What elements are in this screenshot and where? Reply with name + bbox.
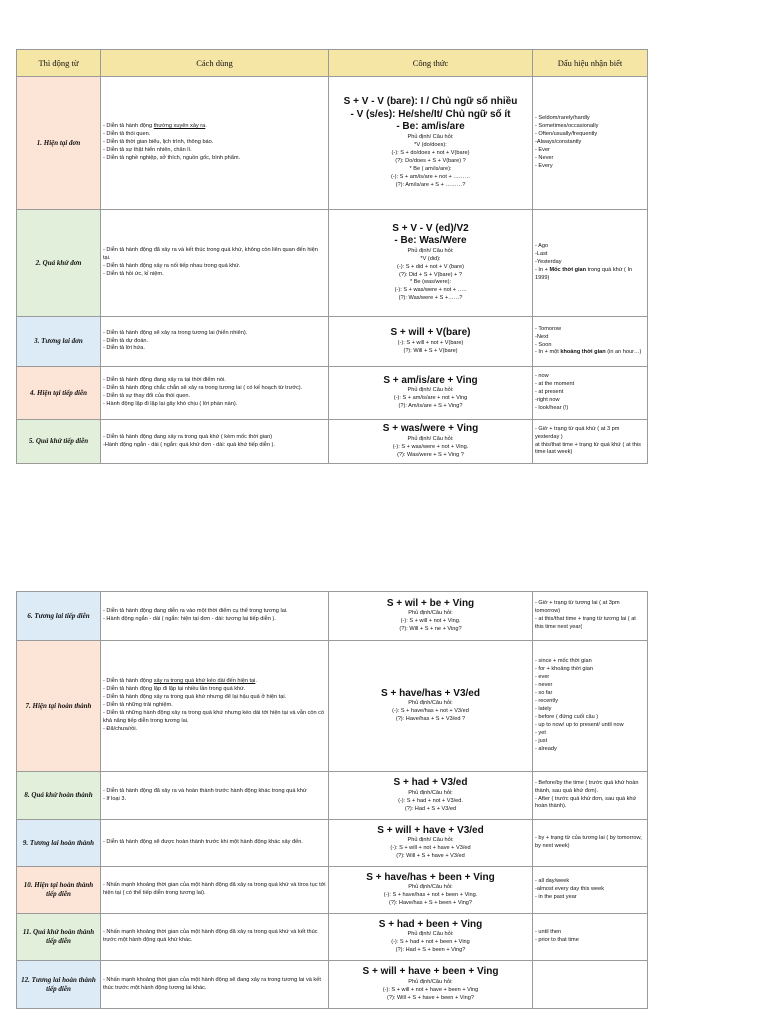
- sign-text: - up to now/ up to present/ until now: [535, 721, 624, 728]
- tense-row: [17, 317, 648, 367]
- usage-text: - Diễn tả hành động: [103, 678, 154, 685]
- tense-row: [17, 420, 648, 464]
- sign-line: [535, 894, 645, 902]
- formula-line: (?): Do/does + S + V(bare) ?: [395, 157, 466, 164]
- usage-cell: [101, 772, 329, 820]
- sign-text: - now: [535, 373, 549, 380]
- usage-cell: [101, 210, 329, 317]
- usage-line: [103, 929, 326, 945]
- sign-line: [535, 780, 645, 796]
- usage-text: - Diễn tả hành động đang xảy ra trong quá khứ ( kèm mốc thời gian): [103, 433, 273, 440]
- sign-line: [535, 886, 645, 894]
- usage-underlined: xảy ra trong quá khứ kéo dài đến hiện tại: [153, 678, 256, 685]
- formula-main: - Be: am/is/are: [396, 121, 465, 133]
- sign-text: - since + mốc thời gian: [535, 658, 592, 665]
- usage-underlined: thường xuyên xảy ra: [153, 123, 206, 130]
- tense-row: [17, 77, 648, 210]
- sign-line: [535, 796, 645, 812]
- usage-text: - Hành động ngắn - dài ( ngắn: hiện tại đơn - dài: tương lai tiếp diễn ).: [103, 616, 276, 622]
- sign-text: - Ago: [535, 243, 549, 250]
- sign-line: [535, 155, 645, 163]
- usage-cell: [101, 914, 329, 961]
- tenses-table-top: [16, 49, 648, 464]
- signs-cell: [533, 914, 648, 961]
- usage-line: [103, 710, 326, 726]
- sign-text: - by + trạng từ của tương lai ( by tomorrow, by next week): [535, 835, 642, 849]
- sign-text: - ever: [535, 674, 550, 681]
- usage-line: [103, 442, 326, 450]
- usage-cell: [101, 420, 329, 464]
- sign-text: -Yesterday: [535, 259, 562, 266]
- formula-cell: [329, 317, 533, 367]
- sign-text: - so far: [535, 690, 553, 697]
- tense-row: [17, 592, 648, 641]
- usage-text: - Nhấn mạnh khoảng thời gian của một hành động đã xảy ra trong quá khứ và tiros tục tới hiện tại ( có thể tiếp diễn trong tương lai).: [103, 882, 326, 896]
- sign-line: [535, 115, 645, 123]
- sign-text: - In +: [535, 266, 550, 273]
- signs-cell: [533, 772, 648, 820]
- sign-line: [535, 251, 645, 259]
- formula-line: (?): Had + S + V3/ed: [404, 805, 457, 812]
- usage-text: - Nhấn mạnh khoảng thời gian của một hành động đã xảy ra trong quá khứ và kết thúc trước một hành động quá khứ khác.: [103, 929, 318, 943]
- formula-line: Phủ định/ Câu hỏi:: [407, 387, 454, 394]
- sign-text: - Giờ + trạng từ tương lai ( at 3pm tomorrow): [535, 600, 620, 615]
- formula-line: Phủ định/ Câu hỏi:: [407, 435, 454, 442]
- sign-text: - never: [535, 682, 553, 689]
- usage-text: - Diễn tả hành động đang diễn ra vào một thời điểm cụ thể trong tương lai.: [103, 608, 288, 615]
- formula-line: (-): S + have/has + not + V3/ed: [392, 708, 469, 715]
- formula-line: (-): S + will + not + V(bare): [397, 339, 464, 346]
- signs-cell: [533, 820, 648, 867]
- table-body-bottom: [17, 592, 648, 1009]
- usage-line: [103, 393, 326, 401]
- sign-text: - at the moment: [535, 381, 575, 388]
- usage-line: [103, 882, 326, 898]
- header-formula: Công thức: [329, 50, 533, 77]
- usage-text: - Diễn tả những hành động xảy ra trong quá khứ nhưng kéo dài tới hiện tại và vẫn còn có khả năng tiếp diễn trong tương lai.: [103, 709, 325, 724]
- sign-line: [535, 658, 645, 666]
- tense-row: [17, 367, 648, 420]
- formula-line: * Be ( am/is/are):: [409, 165, 452, 172]
- formula-line: (?): Have/has + S + been + Ving?: [388, 900, 473, 907]
- formula-line: Phủ định/ Câu hỏi:: [407, 133, 454, 140]
- sign-line: [535, 674, 645, 682]
- sign-text: at this/that time + trạng từ quá khứ ( at this time last week): [535, 441, 641, 456]
- usage-line: [103, 686, 326, 694]
- tense-name: 1. Hiện tại đơn: [17, 77, 101, 210]
- sign-text: - at this/that time + trạng từ tương lai ( at this time next year(: [535, 616, 636, 630]
- tense-name: 5. Quá khứ tiếp diễn: [17, 420, 101, 464]
- usage-line: [103, 345, 326, 353]
- usage-text: - Diễn tả hành động chắc chắn sẽ xảy ra trong tương lai ( có kế hoạch từ trước).: [103, 385, 303, 392]
- sign-line: [535, 835, 645, 851]
- usage-line: [103, 123, 326, 131]
- formula-line: Phủ định/ Câu hỏi:: [407, 247, 454, 254]
- usage-text: - Diễn tả hành động sẽ xảy ra trong tương lai (hiển nhiên).: [103, 329, 248, 336]
- sign-bold: Mốc thời gian: [549, 266, 587, 273]
- sign-line: [535, 616, 645, 632]
- usage-line: [103, 330, 326, 338]
- usage-text: - Diễn tả thói quen.: [103, 131, 151, 138]
- usage-line: [103, 608, 326, 616]
- formula-cell: [329, 592, 533, 641]
- formula-line: (-): S + will + not + Ving.: [400, 618, 461, 625]
- formula-line: (?): Am/is/are + S + Ving?: [398, 403, 463, 410]
- sign-line: [535, 381, 645, 389]
- formula-line: (-): S + was/were + not + Ving.: [392, 443, 469, 450]
- tense-name: 2. Quá khứ đơn: [17, 210, 101, 317]
- formula-main: S + am/is/are + Ving: [383, 374, 478, 386]
- sign-text: - Never: [535, 154, 554, 161]
- sign-line: [535, 730, 645, 738]
- tense-row: [17, 772, 648, 820]
- sign-line: [535, 389, 645, 397]
- tense-row: [17, 961, 648, 1009]
- sign-text: - In + một: [535, 349, 561, 356]
- sign-text: - After ( trước quá khứ đơn, sau quá khứ hoàn thành).: [535, 795, 637, 810]
- formula-line: *V (do/does):: [414, 141, 447, 148]
- signs-cell: [533, 867, 648, 914]
- tense-row: [17, 867, 648, 914]
- usage-text: - Diễn tả hành động: [103, 123, 154, 130]
- formula-line: Phủ định/ Câu hỏi:: [407, 837, 454, 844]
- formula-line: (?): Will + S + V(bare): [403, 347, 458, 354]
- sign-line: [535, 267, 645, 283]
- usage-line: [103, 434, 326, 442]
- usage-line: [103, 788, 326, 796]
- sign-text: - Before/by the time ( trước quá khứ hoàn thành, sau quá khứ đơn).: [535, 779, 639, 794]
- sign-text: - for + khoảng thời gian: [535, 666, 593, 673]
- sign-text: - recently: [535, 698, 559, 705]
- sign-line: [535, 666, 645, 674]
- sign-text: -Next: [535, 333, 549, 340]
- usage-line: [103, 155, 326, 163]
- usage-cell: [101, 820, 329, 867]
- usage-cell: [101, 867, 329, 914]
- usage-cell: [101, 592, 329, 641]
- signs-cell: [533, 317, 648, 367]
- usage-cell: [101, 367, 329, 420]
- sign-text: - yet: [535, 729, 546, 736]
- usage-text: - Diễn tả những trải nghiệm.: [103, 702, 173, 709]
- usage-line: [103, 726, 326, 734]
- tense-row: [17, 820, 648, 867]
- sign-line: [535, 147, 645, 155]
- sign-line: [535, 442, 645, 458]
- tense-row: [17, 641, 648, 772]
- formula-line: Phủ định/Câu hỏi:: [408, 789, 453, 796]
- formula-main: S + had + V3/ed: [393, 777, 468, 789]
- usage-line: [103, 271, 326, 279]
- sign-line: [535, 714, 645, 722]
- sign-line: [535, 698, 645, 706]
- tense-name: 12. Tương lai hoàn thành tiếp diễn: [17, 961, 101, 1009]
- sign-text-end: (in an hour…): [605, 349, 642, 356]
- formula-line: Phủ định/Câu hỏi:: [408, 610, 453, 617]
- usage-text: -Hành động ngắn - dài ( ngắn: quá khứ đơn - dài: quá khứ tiếp diễn ).: [103, 441, 275, 448]
- formula-cell: [329, 772, 533, 820]
- sign-text: - before ( đứng cuối câu ): [535, 713, 599, 720]
- usage-text: - Diễn tả sự thật hiển nhiên, chân lí.: [103, 146, 192, 153]
- sign-bold: khoảng thời gian: [560, 349, 606, 356]
- formula-line: (-): S + was/were + not + …..: [394, 287, 467, 294]
- sign-text: - Every: [535, 162, 553, 169]
- sign-text: - Seldom/rarely/hardly: [535, 115, 590, 122]
- sign-text: - Often/usually/frequently: [535, 131, 598, 138]
- formula-line: (?): Was/were + S +……?: [398, 295, 463, 302]
- sign-line: [535, 326, 645, 334]
- usage-text: - Diễn tả hành động xảy ra trong quá khứ nhưng để lại hậu quả ở hiện tại.: [103, 694, 287, 701]
- formula-main: S + had + been + Ving: [378, 918, 483, 930]
- sign-text: - Giờ + trạng từ quá khứ ( at 3 pm yesterday ): [535, 425, 620, 440]
- usage-text: - Diễn tả lời hứa.: [103, 345, 145, 352]
- formula-main: S + V - V (bare): I / Chủ ngữ số nhiều: [343, 96, 518, 108]
- sign-text: - prior to that time: [535, 937, 579, 943]
- signs-cell: [533, 210, 648, 317]
- sign-line: [535, 690, 645, 698]
- sign-line: [535, 738, 645, 746]
- tense-name: 10. Hiện tại hoàn thành tiếp diễn: [17, 867, 101, 914]
- formula-line: (-): S + did + not + V (bare): [397, 263, 464, 270]
- sign-text: - lately: [535, 706, 552, 712]
- formula-main: S + was/were + Ving: [382, 423, 479, 435]
- formula-line: (-): S + have/has + not + been + Ving.: [383, 892, 478, 899]
- usage-line: [103, 839, 326, 847]
- sign-text: -Always/constantly: [535, 139, 582, 146]
- sign-line: [535, 123, 645, 131]
- usage-text: - Diễn tả hành động đã xảy ra và kết thúc trong quá khứ, không còn liên quan đến hiện tại.: [103, 247, 318, 262]
- sign-line: [535, 878, 645, 886]
- sign-line: [535, 243, 645, 251]
- formula-main: S + will + have + V3/ed: [377, 824, 484, 836]
- formula-cell: [329, 210, 533, 317]
- tense-name: 11. Quá khứ hoàn thành tiếp diễn: [17, 914, 101, 961]
- tense-name: 3. Tương lai đơn: [17, 317, 101, 367]
- sign-text: - Ever: [535, 146, 550, 153]
- usage-cell: [101, 77, 329, 210]
- usage-line: [103, 694, 326, 702]
- sign-line: [535, 405, 645, 413]
- sign-line: [535, 342, 645, 350]
- tense-name: 6. Tương lai tiếp diễn: [17, 592, 101, 641]
- usage-text-end: .: [255, 678, 257, 685]
- tense-name: 8. Quá khứ hoàn thành: [17, 772, 101, 820]
- usage-cell: [101, 317, 329, 367]
- usage-cell: [101, 961, 329, 1009]
- formula-main: S + wil + be + Ving: [386, 597, 475, 609]
- usage-line: [103, 377, 326, 385]
- usage-line: [103, 401, 326, 409]
- sign-line: [535, 746, 645, 754]
- usage-line: [103, 616, 326, 624]
- usage-text: - Diễn tả hồi ức, kỉ niệm.: [103, 270, 164, 277]
- formula-line: (?): Will + S + have + been + Ving?: [387, 994, 474, 1001]
- formula-line: (?): Am/is/are + S + ………?: [395, 181, 466, 188]
- usage-text: - If loại 3.: [103, 795, 127, 802]
- usage-text: - Nhấn mạnh khoảng thời gian của một hành động sẽ đang xảy ra trong tương lai và kết thúc trước một hành động tương lai khác.: [103, 976, 321, 991]
- formula-line: (-): S + had + not + been + Ving: [391, 939, 470, 946]
- formula-main: - V (s/es): He/she/It/ Chủ ngữ số ít: [350, 108, 511, 120]
- tense-row: [17, 210, 648, 317]
- formula-cell: [329, 914, 533, 961]
- sign-text: - already: [535, 745, 557, 752]
- tense-name: 7. Hiện tại hoàn thành: [17, 641, 101, 772]
- usage-text: - Diễn tả hành động sẽ được hoàn thành trước khi một hành động khác xảy đến.: [103, 839, 303, 846]
- formula-line: (?): Will + S + ne + Ving?: [399, 626, 462, 633]
- usage-line: [103, 147, 326, 155]
- usage-line: [103, 385, 326, 393]
- sign-line: [535, 259, 645, 267]
- usage-text-end: .: [205, 123, 207, 130]
- formula-line: (?): Will + S + have + V3/ed: [396, 853, 465, 860]
- header-signs: Dấu hiệu nhận biết: [533, 50, 648, 77]
- sign-line: [535, 163, 645, 171]
- formula-line: (-): S + will + not + have + been + Ving: [382, 986, 479, 993]
- sign-line: [535, 722, 645, 730]
- formula-main: S + have/has + been + Ving: [366, 871, 495, 883]
- usage-text: - Diễn tả hành động lặp đi lặp lại nhiều lần trong quá khứ.: [103, 686, 246, 693]
- sign-text: -right now: [535, 396, 560, 403]
- formula-line: (?): Did + S + V(bare) + ?: [399, 271, 462, 278]
- formula-line: (-): S + will + not + have + V3/ed: [390, 845, 471, 852]
- usage-line: [103, 263, 326, 271]
- usage-line: [103, 977, 326, 993]
- sign-text: - at present: [535, 389, 564, 396]
- header-row: [17, 50, 648, 77]
- sign-text: - look/hear (!): [535, 404, 569, 411]
- formula-line: (-): S + do/does + not + V(bare): [391, 149, 470, 156]
- sign-line: [535, 706, 645, 714]
- formula-main: S + V - V (ed)/V2: [392, 222, 469, 234]
- tense-name: 9. Tương lai hoàn thành: [17, 820, 101, 867]
- sign-line: [535, 937, 645, 945]
- formula-line: (?): Had + S + been + Ving?: [395, 947, 466, 954]
- formula-line: (?): Have/has + S + V3/ed ?: [395, 716, 466, 723]
- formula-main: S + have/has + V3/ed: [381, 687, 480, 699]
- formula-line: Phủ định/Câu hỏi:: [408, 978, 453, 985]
- formula-main: S + will + V(bare): [390, 327, 471, 339]
- tenses-table-bottom: [16, 591, 648, 1009]
- signs-cell: [533, 641, 648, 772]
- formula-cell: [329, 77, 533, 210]
- formula-cell: [329, 420, 533, 464]
- formula-cell: [329, 641, 533, 772]
- formula-cell: [329, 820, 533, 867]
- usage-text: - Hành động lặp đi lặp lại gây khó chịu ( lời phàn nàn).: [103, 400, 238, 407]
- usage-line: [103, 247, 326, 263]
- usage-text: - Diễn tả hành động đã xảy ra và hoàn thành trước hành động khác trong quá khứ: [103, 787, 307, 794]
- usage-text: - Đã/chưa/rồi.: [103, 725, 138, 732]
- formula-line: (?): Was/were + S + Ving ?: [397, 451, 464, 458]
- sign-line: [535, 334, 645, 342]
- sign-line: [535, 929, 645, 937]
- sign-line: [535, 426, 645, 442]
- signs-cell: [533, 961, 648, 1009]
- usage-line: [103, 702, 326, 710]
- sign-text-end: trong quá khứ ( In 1999): [535, 266, 633, 281]
- tense-name: 4. Hiện tại tiếp diễn: [17, 367, 101, 420]
- sign-text: -Last: [535, 251, 548, 258]
- sign-line: [535, 682, 645, 690]
- signs-cell: [533, 77, 648, 210]
- usage-text: - Diễn tả nghề nghiệp, sở thích, nguồn gốc, bình phẩm.: [103, 154, 241, 161]
- formula-line: (-): S + had + not + V3/ed.: [398, 797, 463, 804]
- usage-text: - Diễn tả sự thay đổi của thói quen.: [103, 393, 191, 399]
- signs-cell: [533, 420, 648, 464]
- formula-cell: [329, 367, 533, 420]
- formula-line: Phủ định/Câu hỏi:: [408, 700, 453, 707]
- sign-line: [535, 139, 645, 147]
- table-body-top: [17, 50, 648, 464]
- sign-line: [535, 349, 645, 357]
- tense-row: [17, 914, 648, 961]
- usage-line: [103, 796, 326, 804]
- sign-text: - Sometimes/occasionally: [535, 123, 599, 130]
- sign-text: - just: [535, 737, 548, 744]
- sign-text: - Soon: [535, 341, 552, 348]
- formula-main: - Be: Was/Were: [394, 235, 467, 247]
- usage-text: - Diễn tả hành động đang xảy ra tại thời điểm nói.: [103, 377, 226, 384]
- sign-line: [535, 131, 645, 139]
- usage-line: [103, 139, 326, 147]
- formula-line: (-): S + am/is/are + not + Ving: [393, 395, 468, 402]
- header-tense: Thì động từ: [17, 50, 101, 77]
- sign-line: [535, 600, 645, 616]
- sign-text: - until then: [535, 929, 562, 936]
- formula-cell: [329, 867, 533, 914]
- formula-main: S + will + have + been + Ving: [362, 966, 499, 978]
- formula-line: * Be (was/were):: [409, 279, 452, 286]
- sign-line: [535, 397, 645, 405]
- formula-line: (-): S + am/is/are + not + ………: [390, 173, 471, 180]
- formula-line: Phủ định/Câu hỏi:: [408, 884, 453, 891]
- formula-line: *V (did):: [420, 255, 441, 262]
- sign-line: [535, 373, 645, 381]
- sign-text: -almost every day this week: [535, 886, 605, 893]
- usage-text: - Diễn tả thời gian biểu, lịch trình, thông báo.: [103, 139, 214, 146]
- signs-cell: [533, 367, 648, 420]
- formula-cell: [329, 961, 533, 1009]
- sign-text: - all day/week: [535, 878, 570, 885]
- usage-text: - Diễn tả dự đoán.: [103, 337, 149, 344]
- usage-line: [103, 131, 326, 139]
- header-usage: Cách dùng: [101, 50, 329, 77]
- usage-line: [103, 678, 326, 686]
- signs-cell: [533, 592, 648, 641]
- sign-text: - Tomorow: [535, 325, 562, 332]
- formula-line: Phủ định/ Câu hỏi:: [407, 931, 454, 938]
- sign-text: - in the past year: [535, 893, 577, 900]
- usage-text: - Diễn tả hành động xảy ra nối tiếp nhau trong quá khứ.: [103, 263, 241, 269]
- usage-cell: [101, 641, 329, 772]
